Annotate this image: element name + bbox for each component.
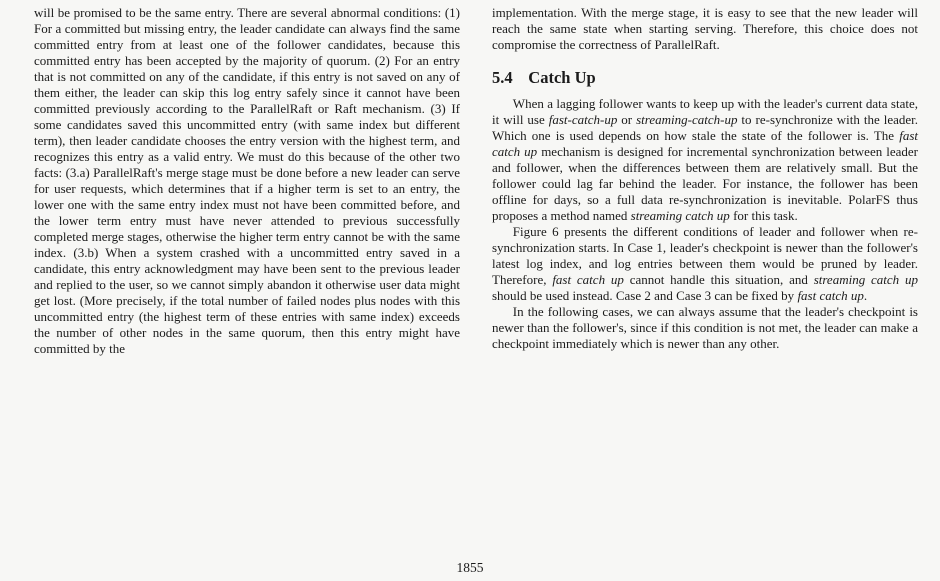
section-number: 5.4 [492,68,513,87]
text-segment: fast catch up [552,272,624,287]
text-segment: fast-catch-up [548,112,618,127]
text-segment: streaming-catch-up [636,112,738,127]
text-segment: for this task. [729,208,798,223]
text-segment: cannot handle this situation, and [623,272,814,287]
paragraph [492,224,918,304]
text-segment: streaming catch up [630,208,730,223]
page-number: 1855 [456,560,484,575]
text-segment: . [863,288,868,303]
text-segment: should be used instead. Case 2 and Case 3 can be fixed by [492,288,798,303]
text-segment: streaming catch up [813,272,918,287]
paragraph [34,5,460,357]
text-segment: will be promised to be the same entry. There are several abnormal conditions: (1) For a committed but missing entry, the leader candidate can always find the same committed entry from at least one of the follower candidates, because this committed entry has been accepted by the majority of quorum. (2) For an entry that is not committed on any of the candidate, if this entry is not saved on any of them either, the leader can skip this log entry safely since it cannot have been committed previously according to the ParallelRaft or Raft mechanism. (3) If some candidates saved this uncommitted entry (with same index but different term), then leader candidate chooses the entry version with the highest term, and recognizes this entry as a valid entry. We must do this because of the other two facts: (3.a) ParallelRaft's merge stage must be done before a new leader can serve for user requests, which determines that if a higher term is set to an entry, the lower one with the same entry index must not have been committed before, and the lower term entry must have never attended to previous successfully completed merge stages, otherwise the higher term entry cannot be with the same index. (3.b) When a system crashed with a uncommitted entry saved in a candidate, this entry acknowledgment may have been sent to the previous leader and replied to the user, so we cannot simply abandon it otherwise user data might get lost. (More precisely, if the total number of failed nodes plus nodes with this uncommitted entry (the highest term of these entries with same index) exceeds the number of other nodes in the same quorum, then this entry might have committed by the [34,5,460,356]
paragraph [492,96,918,224]
text-segment: Figure 6 presents the different conditions of leader and follower when re-synchronization starts. In Case 1, leader's checkpoint is newer than the follower's latest log index, and log entries between them would be pruned by leader. Therefore, [492,224,918,287]
left-column [34,5,460,357]
two-column-layout [34,5,918,357]
text-segment: or [617,112,637,127]
section-heading [492,68,918,88]
text-segment: fast catch up [492,128,918,159]
text-segment: In the following cases, we can always assume that the leader's checkpoint is newer than the follower's, since if this condition is not met, the leader can make a checkpoint immediately which is newer than any other. [492,304,918,351]
paragraph [492,304,918,352]
text-segment: mechanism is designed for incremental synchronization between leader and follower, when the differences between them are relatively small. But the follower could lag far behind the leader. For instance, the follower has been offline for days, so a full data re-synchronization is inevitable. PolarFS thus proposes a method named [492,144,918,223]
right-column [492,5,918,357]
text-segment: to re-synchronize with the leader. Which one is used depends on how stale the state of the follower is. The [492,112,918,143]
text-segment: implementation. With the merge stage, it is easy to see that the new leader will reach the same state when starting serving. Therefore, this choice does not compromise the correctness of ParallelRaft. [492,5,918,52]
paragraph [492,5,918,53]
section-title: Catch Up [528,68,596,87]
text-segment: fast catch up [797,288,864,303]
text-segment: When a lagging follower wants to keep up with the leader's current data state, it will use [492,96,918,127]
